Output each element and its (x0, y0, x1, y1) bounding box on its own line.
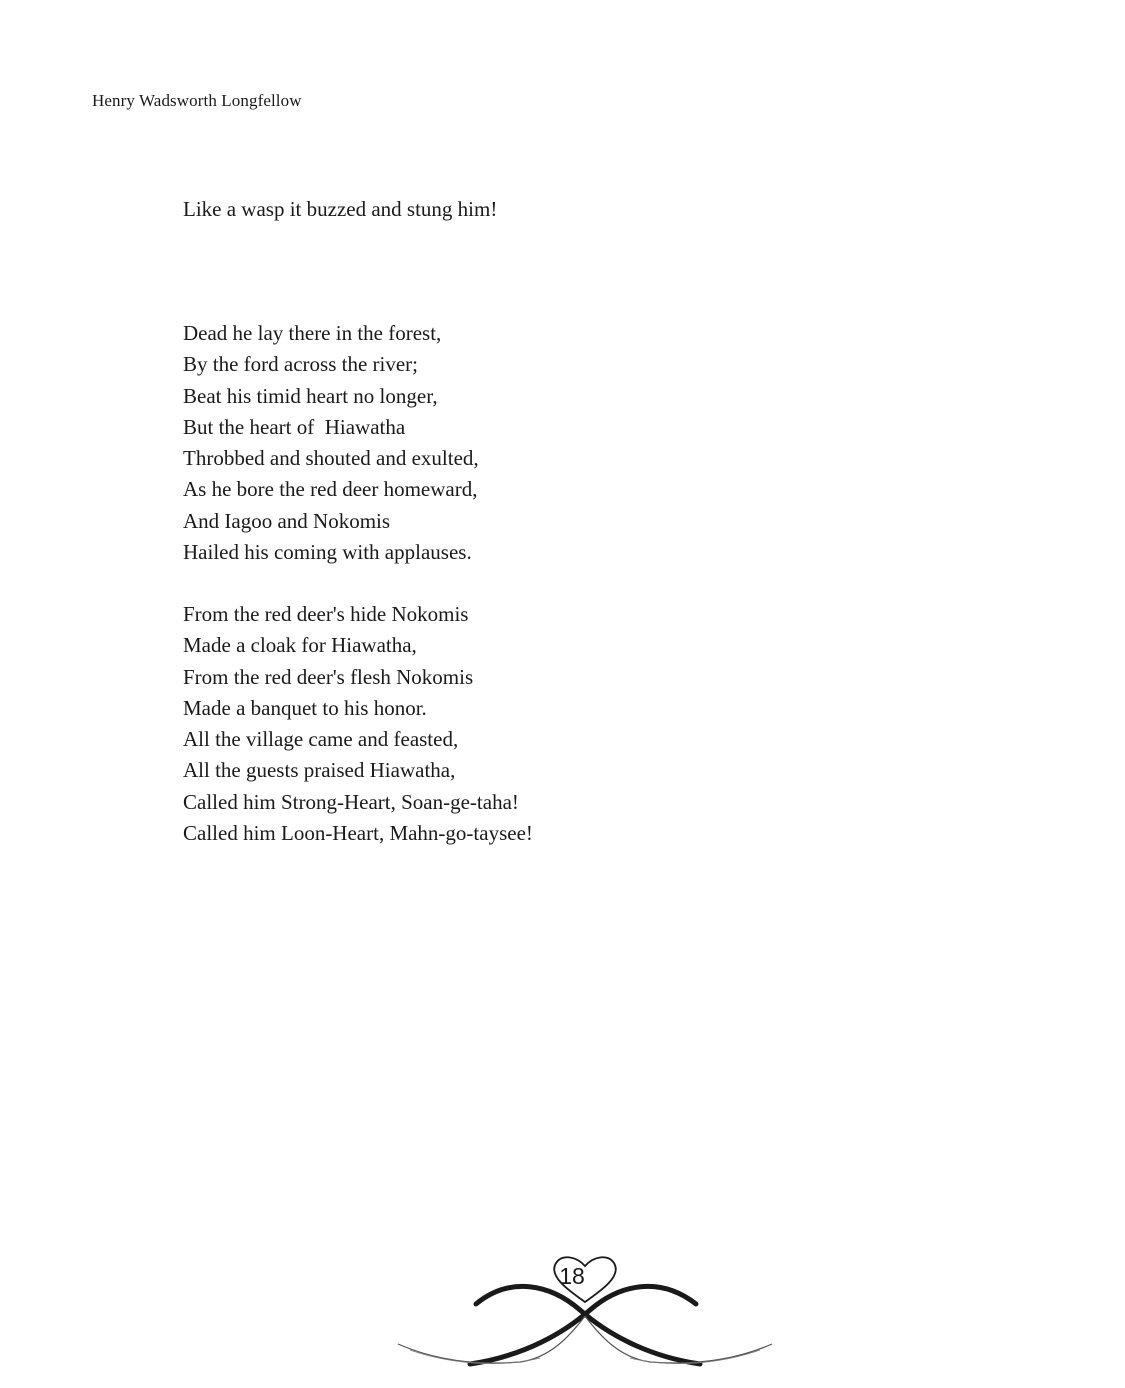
stanza-3 (183, 599, 533, 849)
page-number: 18 (559, 1263, 585, 1289)
poem-line: By the ford across the river; (183, 352, 419, 377)
poem-line: Dead he lay there in the forest, (183, 321, 442, 345)
stanza-1 (183, 194, 497, 225)
poem-line: All the guests praised Hiawatha, (183, 758, 456, 783)
poem-line: Called him Loon-Heart, Mahn-go-taysee! (183, 821, 533, 846)
poem-line: Called him Strong-Heart, Soan-ge-taha! (183, 789, 519, 814)
running-header-author: Henry Wadsworth Longfellow (92, 91, 302, 110)
poem-line: Like a wasp it buzzed and stung him! (183, 197, 498, 221)
stanza-2 (183, 318, 479, 568)
poem-line: Made a cloak for Hiawatha, (183, 633, 417, 658)
poem-line: From the red deer's flesh Nokomis (183, 664, 474, 689)
poem-line: Hailed his coming with applauses. (183, 540, 472, 565)
poem-line: But the heart of Hiawatha (183, 414, 406, 439)
poem-line: All the village came and feasted, (183, 727, 459, 752)
poem-line: And Iagoo and Nokomis (183, 508, 391, 533)
poem-line: From the red deer's hide Nokomis (183, 602, 469, 626)
poem-line: Throbbed and shouted and exulted, (183, 446, 479, 471)
poem-line: As he bore the red deer homeward, (183, 477, 478, 502)
poem-line: Made a banquet to his honor. (183, 695, 427, 720)
poem-line: Beat his timid heart no longer, (183, 383, 438, 408)
